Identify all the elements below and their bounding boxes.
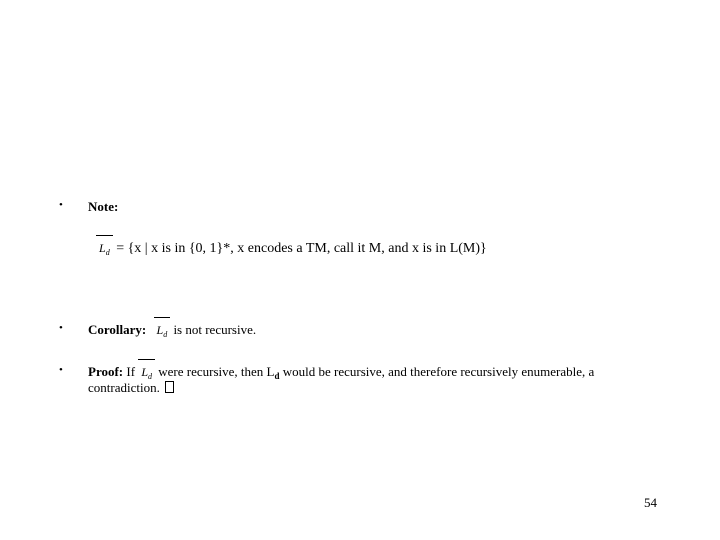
corollary-label: Corollary: <box>88 322 147 337</box>
subscript-d: d <box>105 248 110 257</box>
page-number: 54 <box>644 495 657 510</box>
corollary-text: is not recursive. <box>173 322 257 337</box>
note-label: Note: <box>88 199 119 214</box>
proof-text-a: were recursive, then L <box>158 364 275 379</box>
proof-if: If <box>126 364 136 379</box>
proof-text-b: would be recursive, and therefore recursively enumerable, a <box>282 364 595 379</box>
proof-line-2 <box>88 380 174 396</box>
symbol-l: L <box>141 365 148 379</box>
bullet: • <box>59 364 63 376</box>
proof-text-c: contradiction. <box>88 380 160 395</box>
symbol-l: L <box>99 241 106 255</box>
ld-subscript: d <box>274 371 280 381</box>
corollary-line <box>88 322 256 340</box>
overline <box>96 235 113 236</box>
qed-box-icon <box>165 381 174 393</box>
overline <box>138 359 155 360</box>
subscript-d: d <box>148 372 152 381</box>
subscript-d: d <box>163 330 168 339</box>
proof-label: Proof: <box>88 364 124 379</box>
ld-complement-symbol <box>96 240 113 258</box>
bullet: • <box>59 199 63 211</box>
definition-text: = {x | x is in {0, 1}*, x encodes a TM, call it M, and x is in L(M)} <box>116 241 487 256</box>
overline <box>154 317 171 318</box>
ld-complement-symbol <box>154 322 171 340</box>
definition-line <box>96 240 487 258</box>
symbol-l: L <box>156 323 164 337</box>
bullet: • <box>59 322 63 334</box>
